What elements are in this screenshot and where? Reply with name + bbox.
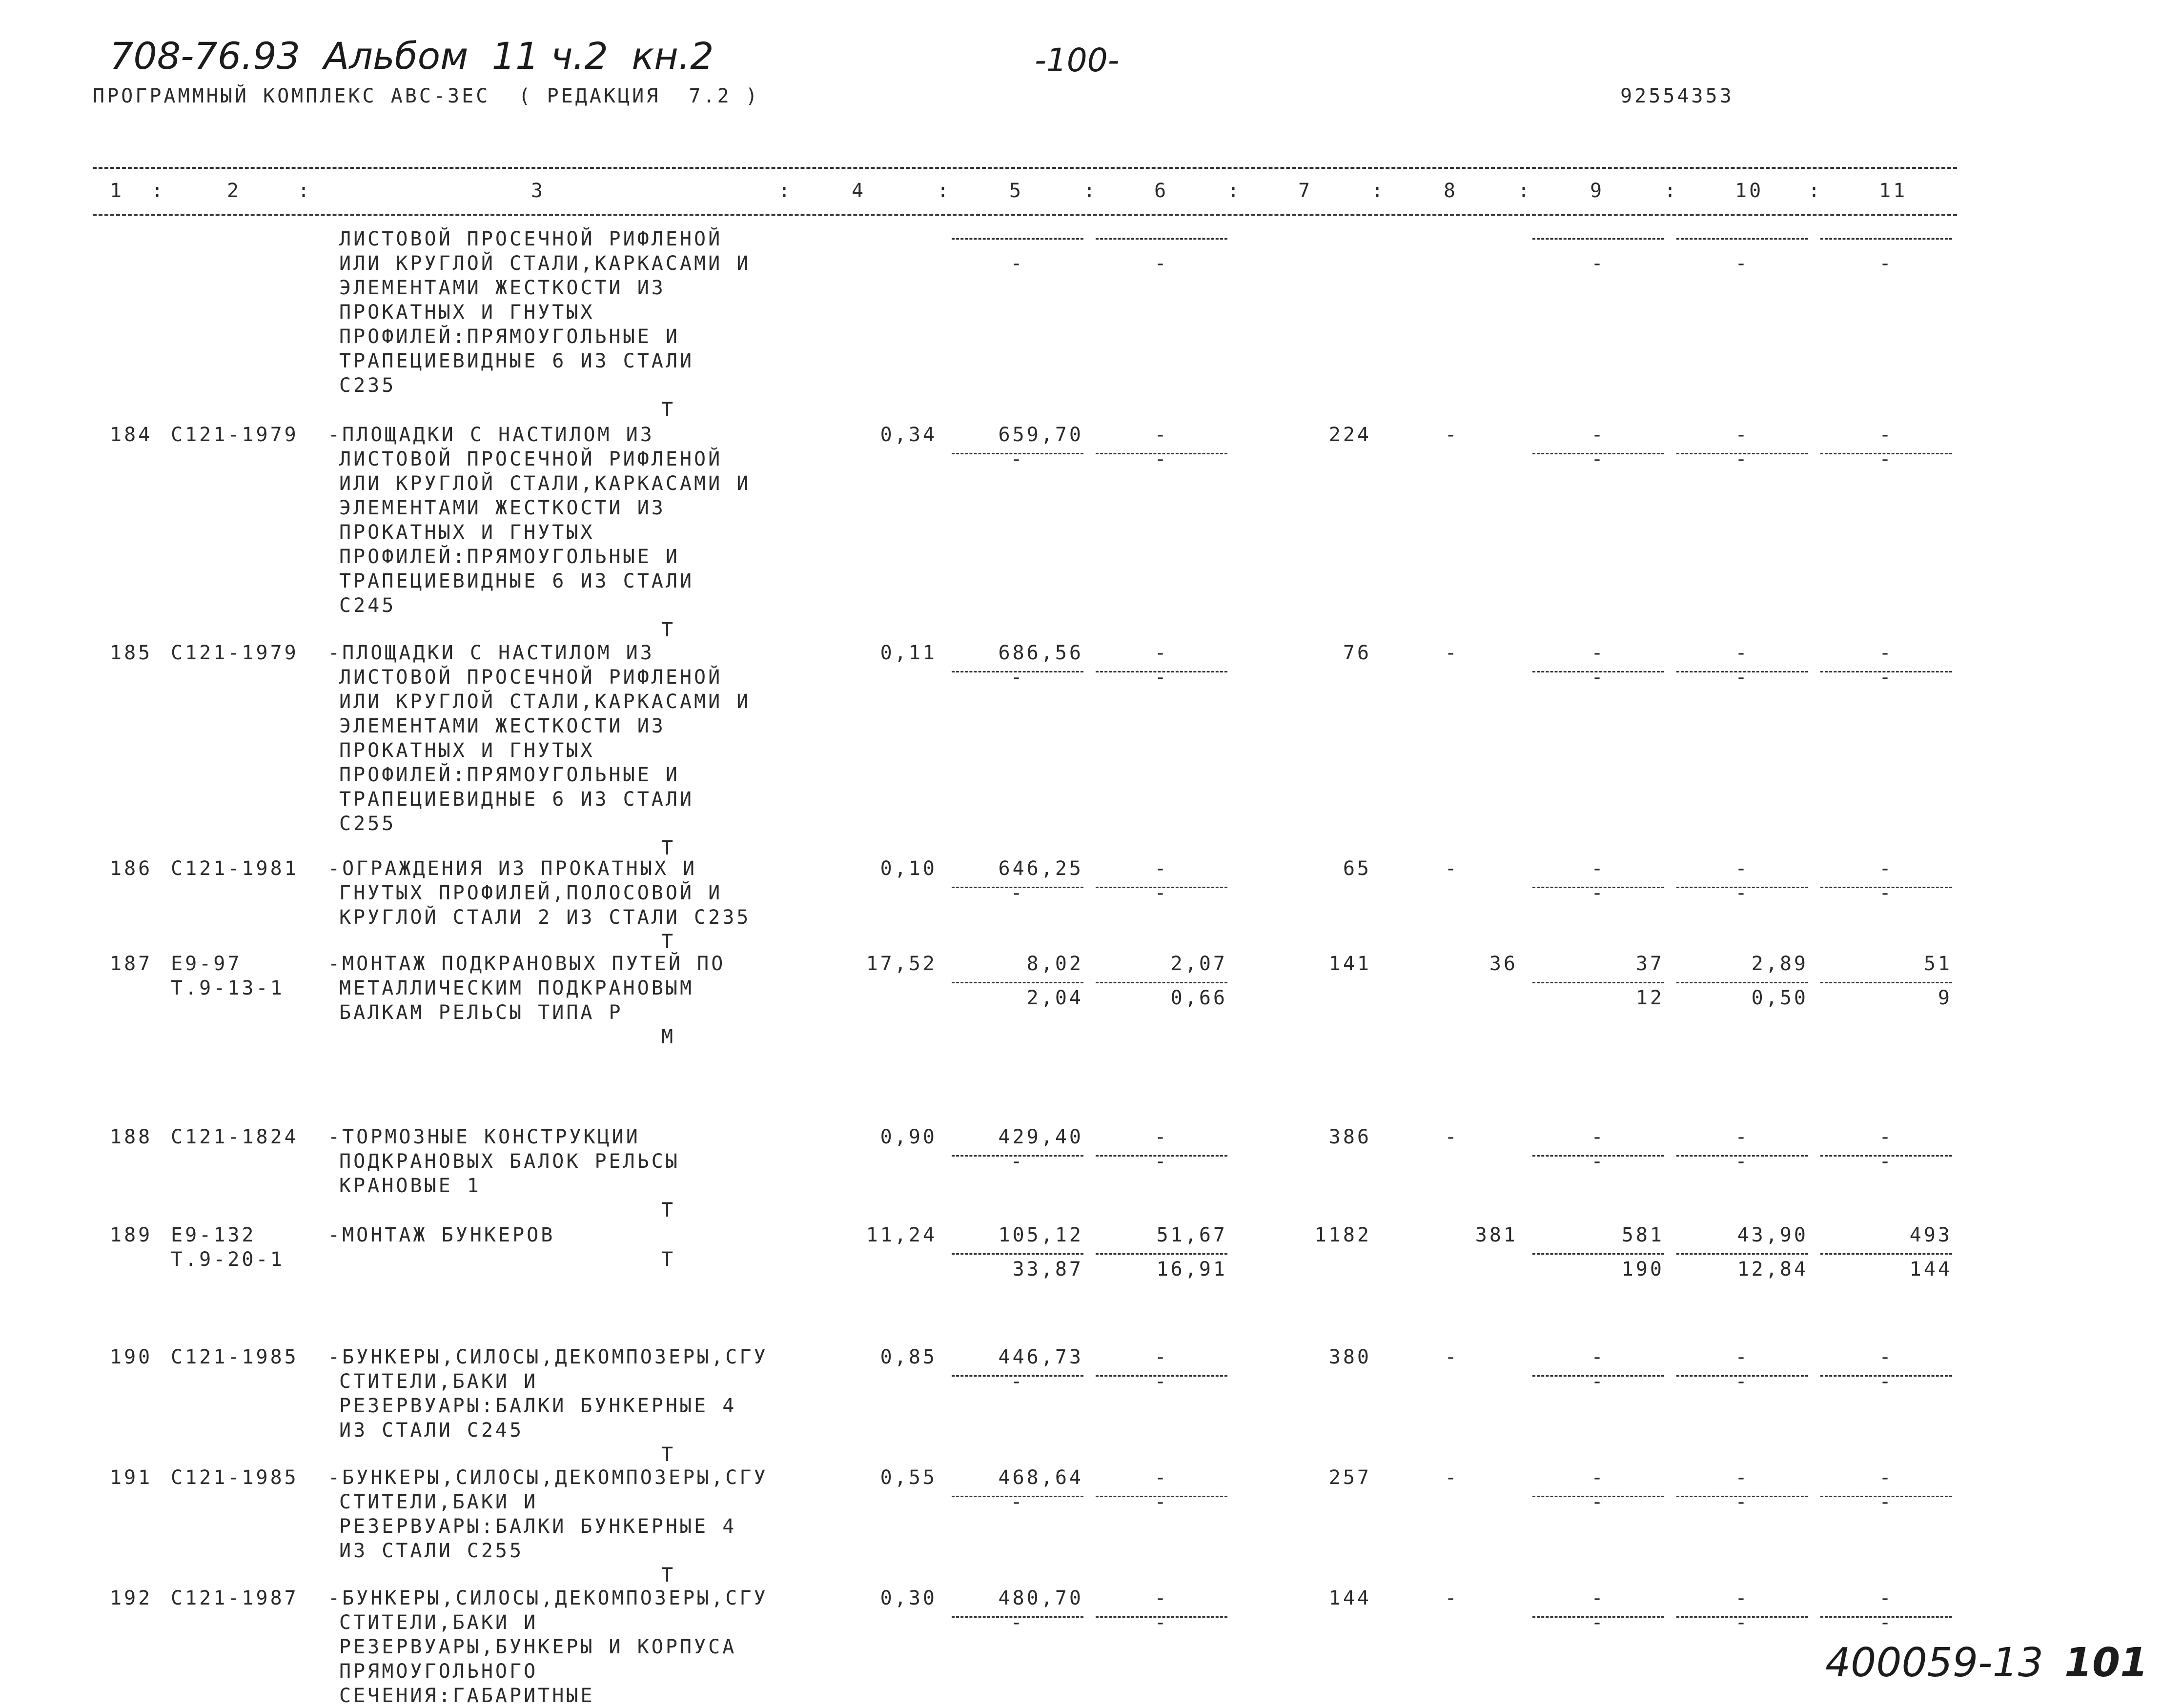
row-description-line: ПРОКАТНЫХ И ГНУТЫХ [339, 521, 595, 544]
cell-6-lower: 0,66 [1170, 987, 1227, 1009]
cell-10: - [1735, 424, 1750, 446]
row-description-line: -ПЛОЩАДКИ С НАСТИЛОМ ИЗ [328, 642, 654, 664]
cell-6-lower: - [1154, 1491, 1169, 1513]
row-description-line: ТРАПЕЦИЕВИДНЫЕ 6 ИЗ СТАЛИ [339, 570, 694, 592]
cell-9-lower: - [1591, 882, 1606, 904]
column-header-7: 7 [1298, 180, 1313, 202]
cell-5-lower: - [1010, 1370, 1025, 1393]
cell-10: 43,90 [1737, 1224, 1808, 1246]
row-code: С121-1981 [171, 857, 299, 880]
row-description-line: -БУНКЕРЫ,СИЛОСЫ,ДЕКОМПОЗЕРЫ,СГУ [328, 1587, 768, 1609]
cell-10: 2,89 [1751, 953, 1808, 975]
row-code: С121-1824 [171, 1126, 299, 1148]
row-description-line: -БУНКЕРЫ,СИЛОСЫ,ДЕКОМПОЗЕРЫ,СГУ [328, 1466, 768, 1489]
carryover-line: С235 [339, 374, 396, 397]
row-description-line: С245 [339, 594, 396, 617]
cell-8: - [1445, 1126, 1459, 1148]
cell-4: 0,85 [880, 1346, 937, 1368]
cell-10: - [1735, 857, 1750, 880]
cell-5: 8,02 [1026, 953, 1083, 975]
cell-9: - [1591, 857, 1606, 880]
cell-10: - [1735, 1126, 1750, 1148]
fraction-line [1532, 1253, 1664, 1255]
cell-11-lower: - [1879, 1491, 1894, 1513]
cell-5: 686,56 [998, 642, 1083, 664]
row-description-line: -БУНКЕРЫ,СИЛОСЫ,ДЕКОМПОЗЕРЫ,СГУ [328, 1346, 768, 1368]
cell-5: 646,25 [998, 857, 1083, 880]
cell-5: 480,70 [998, 1587, 1083, 1609]
cell-6-lower: - [1154, 882, 1169, 904]
cell-11: - [1879, 642, 1894, 664]
cell-5-lower: - [1010, 448, 1025, 470]
fraction-line [1820, 1253, 1952, 1255]
cell-7: 76 [1343, 642, 1371, 664]
cell-11-lower: - [1879, 448, 1894, 470]
cell-4: 17,52 [866, 953, 937, 975]
sheet-number: 101 [2064, 1640, 2148, 1686]
cell-5: 429,40 [998, 1126, 1083, 1148]
cell-9: 581 [1621, 1224, 1664, 1246]
cell-11-lower: - [1879, 666, 1894, 689]
row-description-line: ПРОФИЛЕЙ:ПРЯМОУГОЛЬНЫЕ И [339, 546, 680, 568]
cell-6: - [1154, 1587, 1169, 1609]
column-header-9: 9 [1590, 180, 1605, 202]
cell-4: 0,11 [880, 642, 937, 664]
cell-9-lower: - [1591, 1370, 1606, 1393]
row-description-line: ГНУТЫХ ПРОФИЛЕЙ,ПОЛОСОВОЙ И [339, 882, 723, 904]
column-separator: : [1083, 180, 1098, 202]
cell-8: 381 [1475, 1224, 1518, 1246]
cell-11-lower: - [1879, 1370, 1894, 1393]
cell-10-lower: - [1735, 1370, 1750, 1393]
column-separator: : [937, 180, 952, 202]
cell-6: - [1154, 1126, 1169, 1148]
cell-9-lower: 190 [1621, 1258, 1664, 1281]
row-description-line: СТИТЕЛИ,БАКИ И [339, 1370, 538, 1393]
cell-10-lower: - [1735, 1491, 1750, 1513]
column-header-3: 3 [531, 180, 546, 202]
fraction-line [1096, 238, 1227, 240]
cell-9: - [1591, 1587, 1606, 1609]
cell-10-lower: - [1735, 252, 1750, 275]
table-header-rule [93, 214, 1957, 216]
unit-label: Т [661, 619, 676, 641]
cell-4: 0,10 [880, 857, 937, 880]
cell-8: - [1445, 642, 1459, 664]
row-number: 187 [110, 953, 153, 975]
row-number: 184 [110, 424, 153, 446]
column-header-6: 6 [1154, 180, 1169, 202]
cell-10: - [1735, 1346, 1750, 1368]
cell-5-lower: 2,04 [1026, 987, 1083, 1009]
fraction-line [1676, 982, 1808, 983]
row-code: С121-1979 [171, 424, 299, 446]
cell-5-lower: - [1010, 882, 1025, 904]
row-code-secondary: Т.9-20-1 [171, 1248, 285, 1271]
row-number: 191 [110, 1466, 153, 1489]
fraction-line [952, 1253, 1083, 1255]
carryover-line: ИЛИ КРУГЛОЙ СТАЛИ,КАРКАСАМИ И [339, 252, 751, 275]
row-description-line: -МОНТАЖ ПОДКРАНОВЫХ ПУТЕЙ ПО [328, 953, 726, 975]
cell-11-lower: - [1879, 882, 1894, 904]
row-description-line: РЕЗЕРВУАРЫ:БАЛКИ БУНКЕРНЫЕ 4 [339, 1515, 737, 1538]
unit-label: Т [661, 1199, 676, 1221]
cell-5-lower: 33,87 [1012, 1258, 1083, 1281]
unit-label: Т [661, 1444, 676, 1466]
cell-9: 37 [1635, 953, 1664, 975]
cell-9-lower: - [1591, 1491, 1606, 1513]
carryover-line: ЛИСТОВОЙ ПРОСЕЧНОЙ РИФЛЕНОЙ [339, 228, 723, 250]
cell-11-lower: - [1879, 1150, 1894, 1173]
row-description-line: КРУГЛОЙ СТАЛИ 2 ИЗ СТАЛИ С235 [339, 906, 751, 929]
column-separator: : [778, 180, 793, 202]
cell-6: - [1154, 1466, 1169, 1489]
cell-10: - [1735, 1466, 1750, 1489]
document-number: 92554353 [1620, 85, 1734, 107]
unit-label: Т [661, 399, 676, 421]
cell-11: - [1879, 424, 1894, 446]
column-separator: : [1371, 180, 1386, 202]
unit-label: Т [661, 1248, 676, 1271]
column-header-1: 1 [110, 180, 124, 202]
cell-6-lower: - [1154, 1611, 1169, 1634]
fraction-line [1096, 982, 1227, 983]
row-code: С121-1987 [171, 1587, 299, 1609]
cell-9: - [1591, 424, 1606, 446]
cell-5-lower: - [1010, 666, 1025, 689]
cell-7: 141 [1328, 953, 1371, 975]
cell-10-lower: 12,84 [1737, 1258, 1808, 1281]
cell-9-lower: 12 [1635, 987, 1664, 1009]
row-description-line: ЛИСТОВОЙ ПРОСЕЧНОЙ РИФЛЕНОЙ [339, 666, 723, 689]
fraction-line [1532, 238, 1664, 240]
cell-5: 105,12 [998, 1224, 1083, 1246]
cell-11: - [1879, 1466, 1894, 1489]
row-description-line: РЕЗЕРВУАРЫ,БУНКЕРЫ И КОРПУСА [339, 1636, 737, 1658]
cell-11: - [1879, 857, 1894, 880]
fraction-line [952, 238, 1083, 240]
row-description-line: ПРЯМОУГОЛЬНОГО [339, 1660, 538, 1683]
row-code: Е9-132 [171, 1224, 256, 1246]
row-code: С121-1985 [171, 1466, 299, 1489]
cell-8: - [1445, 1587, 1459, 1609]
unit-label: Т [661, 1564, 676, 1586]
table-top-rule [93, 167, 1957, 169]
row-description-line: ЭЛЕМЕНТАМИ ЖЕСТКОСТИ ИЗ [339, 715, 666, 737]
column-separator: : [1518, 180, 1532, 202]
row-description-line: ПРОФИЛЕЙ:ПРЯМОУГОЛЬНЫЕ И [339, 764, 680, 786]
cell-7: 1182 [1314, 1224, 1371, 1246]
row-description-line: БАЛКАМ РЕЛЬСЫ ТИПА Р [339, 1001, 623, 1024]
cell-7: 386 [1328, 1126, 1371, 1148]
cell-9-lower: - [1591, 1150, 1606, 1173]
row-description-line: ЭЛЕМЕНТАМИ ЖЕСТКОСТИ ИЗ [339, 497, 666, 519]
carryover-line: ПРОФИЛЕЙ:ПРЯМОУГОЛЬНЫЕ И [339, 325, 680, 348]
row-description-line: МЕТАЛЛИЧЕСКИМ ПОДКРАНОВЫМ [339, 977, 694, 999]
cell-9-lower: - [1591, 252, 1606, 275]
column-header-2: 2 [227, 180, 242, 202]
cell-6-lower: - [1154, 1150, 1169, 1173]
row-description-line: ПРОКАТНЫХ И ГНУТЫХ [339, 739, 595, 762]
cell-7: 257 [1328, 1466, 1371, 1489]
cell-6-lower: - [1154, 1370, 1169, 1393]
cell-11: - [1879, 1126, 1894, 1148]
cell-11: 493 [1909, 1224, 1952, 1246]
cell-10-lower: 0,50 [1751, 987, 1808, 1009]
column-header-4: 4 [852, 180, 866, 202]
cell-5-lower: - [1010, 252, 1025, 275]
cell-4: 0,30 [880, 1587, 937, 1609]
column-header-11: 11 [1879, 180, 1908, 202]
cell-9-lower: - [1591, 1611, 1606, 1634]
cell-7: 65 [1343, 857, 1371, 880]
fraction-line [1096, 1253, 1227, 1255]
cell-9: - [1591, 1126, 1606, 1148]
cell-6: 2,07 [1170, 953, 1227, 975]
column-separator: : [151, 180, 166, 202]
cell-4: 11,24 [866, 1224, 937, 1246]
cell-6: - [1154, 642, 1169, 664]
cell-11-lower: - [1879, 1611, 1894, 1634]
column-separator: : [1664, 180, 1679, 202]
cell-5-lower: - [1010, 1150, 1025, 1173]
album-reference: 708-76.93 Альбом 11 ч.2 кн.2 [110, 34, 714, 78]
cell-11-lower: 9 [1938, 987, 1952, 1009]
sheet-code: 400059-13 [1825, 1640, 2043, 1686]
cell-5: 659,70 [998, 424, 1083, 446]
cell-4: 0,55 [880, 1466, 937, 1489]
fraction-line [1676, 238, 1808, 240]
cell-5-lower: - [1010, 1611, 1025, 1634]
carryover-line: ТРАПЕЦИЕВИДНЫЕ 6 ИЗ СТАЛИ [339, 350, 694, 372]
cell-6-lower: - [1154, 666, 1169, 689]
cell-10: - [1735, 642, 1750, 664]
fraction-line [952, 982, 1083, 983]
cell-9: - [1591, 1466, 1606, 1489]
cell-10-lower: - [1735, 666, 1750, 689]
cell-11-lower: - [1879, 252, 1894, 275]
cell-11: - [1879, 1587, 1894, 1609]
cell-6: - [1154, 1346, 1169, 1368]
cell-8: - [1445, 1466, 1459, 1489]
fraction-line [1676, 1253, 1808, 1255]
cell-4: 0,34 [880, 424, 937, 446]
cell-6: 51,67 [1156, 1224, 1227, 1246]
cell-10-lower: - [1735, 1150, 1750, 1173]
row-description-line: ЛИСТОВОЙ ПРОСЕЧНОЙ РИФЛЕНОЙ [339, 448, 723, 470]
cell-11: 51 [1923, 953, 1952, 975]
row-description-line: ПОДКРАНОВЫХ БАЛОК РЕЛЬСЫ [339, 1150, 680, 1173]
row-description-line: -МОНТАЖ БУНКЕРОВ [328, 1224, 555, 1246]
column-header-8: 8 [1444, 180, 1458, 202]
column-separator: : [1808, 180, 1823, 202]
row-description-line: СТИТЕЛИ,БАКИ И [339, 1491, 538, 1513]
row-number: 189 [110, 1224, 153, 1246]
row-description-line: ИЛИ КРУГЛОЙ СТАЛИ,КАРКАСАМИ И [339, 472, 751, 495]
cell-6-lower: 16,91 [1156, 1258, 1227, 1281]
row-description-line: ИЗ СТАЛИ С245 [339, 1419, 524, 1442]
row-number: 185 [110, 642, 153, 664]
cell-7: 144 [1328, 1587, 1371, 1609]
fraction-line [1820, 982, 1952, 983]
cell-6-lower: - [1154, 448, 1169, 470]
cell-9-lower: - [1591, 448, 1606, 470]
cell-9-lower: - [1591, 666, 1606, 689]
unit-label: М [661, 1026, 676, 1048]
cell-5: 446,73 [998, 1346, 1083, 1368]
page-number-top: -100- [1035, 41, 1120, 79]
column-separator: : [298, 180, 312, 202]
cell-7: 224 [1328, 424, 1371, 446]
column-header-5: 5 [1009, 180, 1024, 202]
cell-11-lower: 144 [1909, 1258, 1952, 1281]
row-description-line: СЕЧЕНИЯ:ГАБАРИТНЫЕ [339, 1685, 595, 1707]
carryover-line: ЭЛЕМЕНТАМИ ЖЕСТКОСТИ ИЗ [339, 277, 666, 299]
column-header-10: 10 [1735, 180, 1764, 202]
unit-label: Т [661, 931, 676, 953]
row-description-line: -ТОРМОЗНЫЕ КОНСТРУКЦИИ [328, 1126, 640, 1148]
program-line: ПРОГРАММНЫЙ КОМПЛЕКС АВС-3ЕС ( РЕДАКЦИЯ 7.2 ) [93, 85, 760, 107]
cell-8: 36 [1489, 953, 1518, 975]
row-code-secondary: Т.9-13-1 [171, 977, 285, 999]
row-description-line: -ОГРАЖДЕНИЯ ИЗ ПРОКАТНЫХ И [328, 857, 697, 880]
row-code: Е9-97 [171, 953, 242, 975]
row-description-line: ТРАПЕЦИЕВИДНЫЕ 6 ИЗ СТАЛИ [339, 788, 694, 811]
row-code: С121-1979 [171, 642, 299, 664]
column-separator: : [1227, 180, 1242, 202]
row-description-line: РЕЗЕРВУАРЫ:БАЛКИ БУНКЕРНЫЕ 4 [339, 1395, 737, 1417]
fraction-line [1532, 982, 1664, 983]
row-description-line: ИЛИ КРУГЛОЙ СТАЛИ,КАРКАСАМИ И [339, 691, 751, 713]
cell-9: - [1591, 642, 1606, 664]
cell-8: - [1445, 424, 1459, 446]
row-description-line: С255 [339, 813, 396, 835]
fraction-line [1820, 238, 1952, 240]
cell-5: 468,64 [998, 1466, 1083, 1489]
cell-10-lower: - [1735, 882, 1750, 904]
row-description-line: -ПЛОЩАДКИ С НАСТИЛОМ ИЗ [328, 424, 654, 446]
cell-8: - [1445, 857, 1459, 880]
row-description-line: КРАНОВЫЕ 1 [339, 1175, 481, 1197]
cell-11: - [1879, 1346, 1894, 1368]
cell-6-lower: - [1154, 252, 1169, 275]
cell-5-lower: - [1010, 1491, 1025, 1513]
column-header-row [0, 179, 2162, 203]
cell-9: - [1591, 1346, 1606, 1368]
cell-10-lower: - [1735, 448, 1750, 470]
row-description-line: СТИТЕЛИ,БАКИ И [339, 1611, 538, 1634]
row-number: 186 [110, 857, 153, 880]
unit-label: Т [661, 837, 676, 859]
cell-6: - [1154, 857, 1169, 880]
row-number: 190 [110, 1346, 153, 1368]
cell-8: - [1445, 1346, 1459, 1368]
carryover-line: ПРОКАТНЫХ И ГНУТЫХ [339, 301, 595, 324]
cell-4: 0,90 [880, 1126, 937, 1148]
row-number: 192 [110, 1587, 153, 1609]
cell-6: - [1154, 424, 1169, 446]
row-number: 188 [110, 1126, 153, 1148]
cell-10-lower: - [1735, 1611, 1750, 1634]
row-code: С121-1985 [171, 1346, 299, 1368]
row-description-line: ИЗ СТАЛИ С255 [339, 1540, 524, 1562]
cell-7: 380 [1328, 1346, 1371, 1368]
cell-10: - [1735, 1587, 1750, 1609]
